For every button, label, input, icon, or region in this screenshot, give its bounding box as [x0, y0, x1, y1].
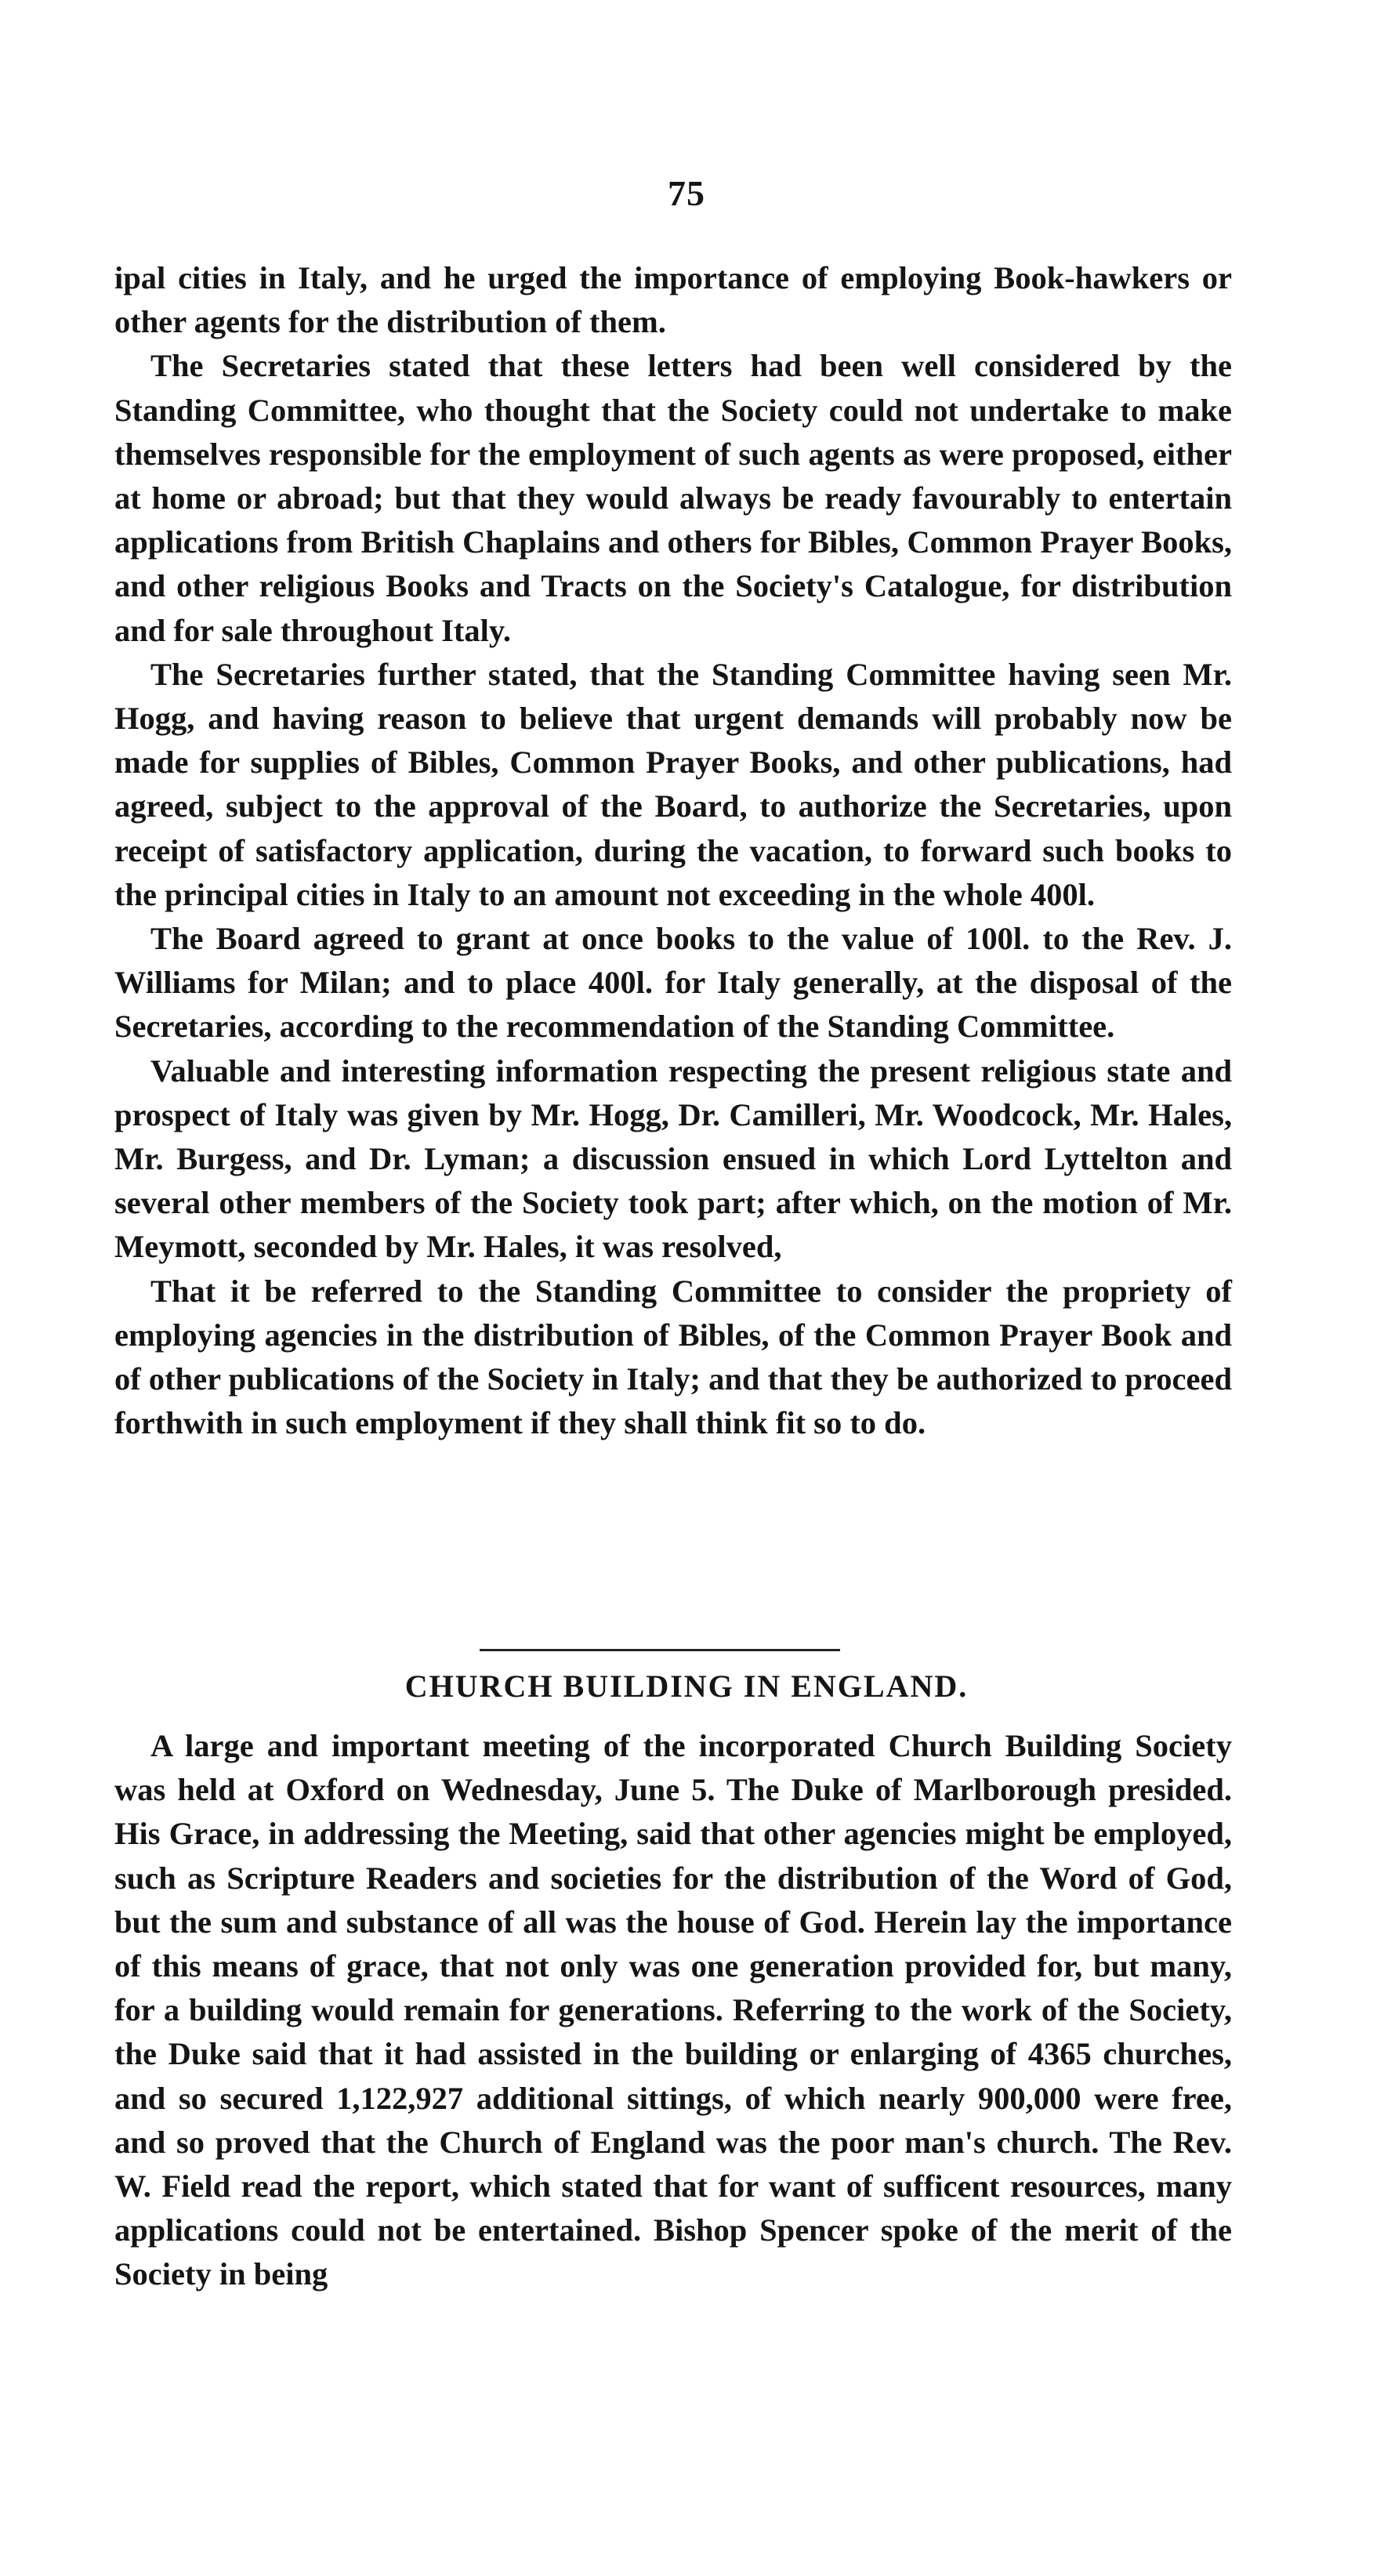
minutes-text-block [114, 256, 1232, 1445]
paragraph-secretaries-further-statement: The Secretaries further stated, that the Standing Committee having seen Mr. Hogg, and having reason to believe that urgent demands will probably now be made for supplies of Bibles, Common Prayer Books, and other publications, had agreed, subject to the approval of the Board, to authorize the Secretaries, upon receipt of satisfactory application, during the vacation, to forward such books to the principal cities in Italy to an amount not exceeding in the whole 400l. [114, 656, 1232, 912]
paragraph-board-grant: The Board agreed to grant at once books to the value of 100l. to the Rev. J. Williams for Milan; and to place 400l. for Italy generally, at the disposal of the Secretaries, according to the recommendation of the Standing Committee. [114, 921, 1232, 1045]
section-heading: CHURCH BUILDING IN ENGLAND. [404, 1668, 969, 1704]
page-number: 75 [668, 173, 705, 213]
section-divider [480, 1649, 840, 1651]
church-building-text-block [114, 1724, 1232, 2297]
paragraph-italy-information: Valuable and interesting information respecting the present religious state and prospect of Italy was given by Mr. Hogg, Dr. Camilleri, Mr. Woodcock, Mr. Hales, Mr. Burgess, and Dr. Lyman; a discussion ensued in which Lord Lyttelton and several other members of the Society took part; after which, on the motion of Mr. Meymott, seconded by Mr. Hales, it was resolved, [114, 1053, 1232, 1265]
paragraph-secretaries-statement: The Secretaries stated that these letters had been well considered by the Standing Committee, who thought that the Society could not undertake to make themselves responsible for the employment of such agents as were proposed, either at home or abroad; but that they would always be ready favourably to entertain applications from British Chaplains and others for Bibles, Common Prayer Books, and other religious Books and Tracts on the Society's Catalogue, for distribution and for sale throughout Italy. [114, 348, 1232, 648]
paragraph-resolution: That it be referred to the Standing Committee to consider the propriety of employing agencies in the distribution of Bibles, of the Common Prayer Book and of other publications of the Society in Italy; and that they be authorized to proceed forthwith in such employment if they shall think fit so to do. [114, 1273, 1232, 1441]
paragraph-continuation: ipal cities in Italy, and he urged the importance of employing Book-hawkers or other agents for the distribution of them. [114, 260, 1232, 340]
paragraph-church-building-meeting: A large and important meeting of the incorporated Church Building Society was held at Oxford on Wednesday, June 5. The Duke of Marlborough presided. His Grace, in addressing the Meeting, said that other agencies might be employed, such as Scripture Readers and societies for the distribution of the Word of God, but the sum and substance of all was the house of God. Herein lay the importance of this means of grace, that not only was one generation provided for, but many, for a building would remain for generations. Referring to the work of the Society, the Duke said that it had assisted in the building or enlarging of 4365 churches, and so secured 1,122,927 additional sittings, of which nearly 900,000 were free, and so proved that the Church of England was the poor man's church. The Rev. W. Field read the report, which stated that for want of sufficent resources, many applications could not be entertained. Bishop Spencer spoke of the merit of the Society in being [114, 1728, 1232, 2292]
